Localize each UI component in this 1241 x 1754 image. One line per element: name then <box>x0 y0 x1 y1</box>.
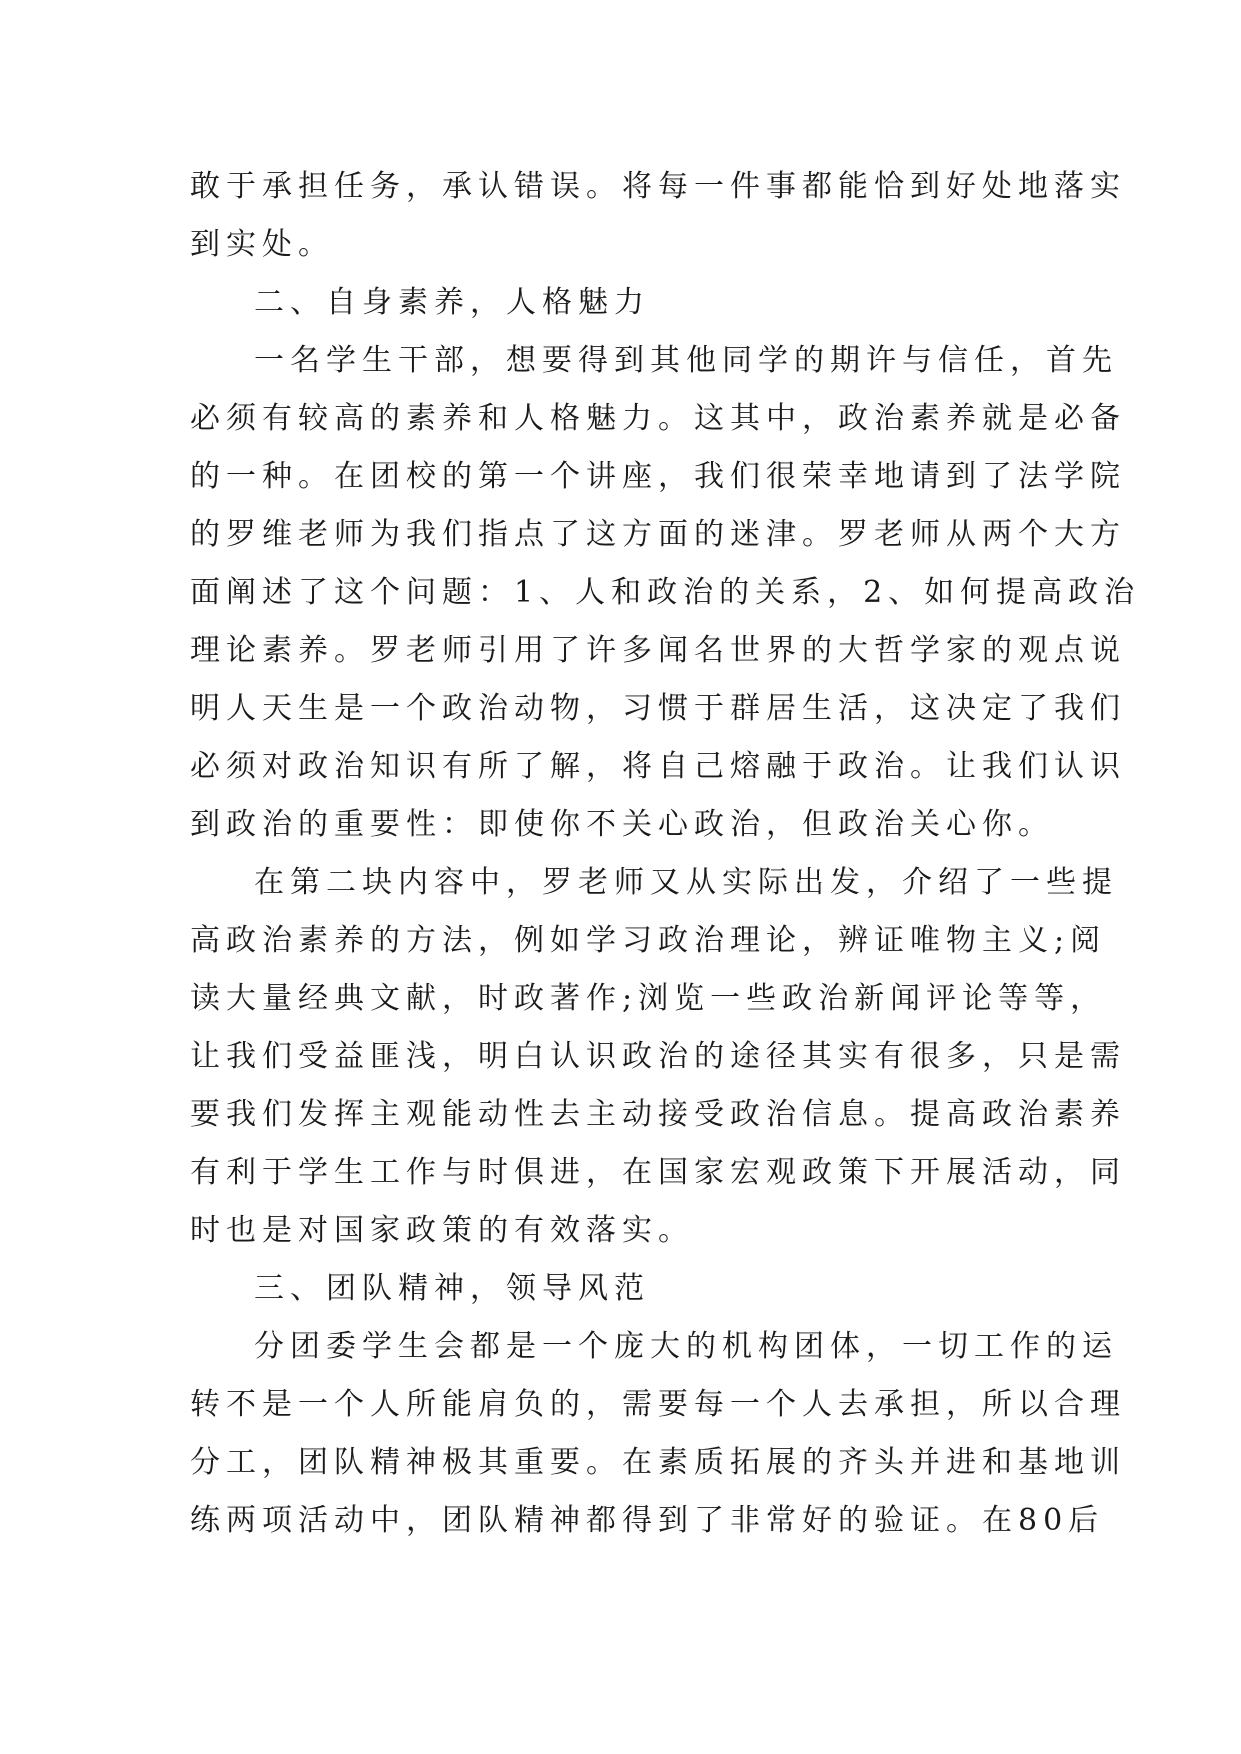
text-line: 让我们受益匪浅，明白认识政治的途径其实有很多，只是需 <box>190 1039 1126 1074</box>
text-line: 读大量经典文献，时政著作;浏览一些政治新闻评论等等， <box>190 981 1107 1016</box>
text-line: 高政治素养的方法，例如学习政治理论，辨证唯物主义;阅 <box>190 923 1107 958</box>
text-line: 练两项活动中，团队精神都得到了非常好的验证。在80后 <box>190 1503 1105 1538</box>
text-line: 时也是对国家政策的有效落实。 <box>190 1213 694 1248</box>
section-heading: 三、团队精神，领导风范 <box>254 1271 650 1306</box>
text-line: 敢于承担任务，承认错误。将每一件事都能恰到好处地落实 <box>190 169 1126 204</box>
text-line: 有利于学生工作与时俱进，在国家宏观政策下开展活动，同 <box>190 1155 1126 1190</box>
text-line: 的一种。在团校的第一个讲座，我们很荣幸地请到了法学院 <box>190 459 1126 494</box>
text-line: 在第二块内容中，罗老师又从实际出发，介绍了一些提 <box>254 865 1118 900</box>
body-text <box>190 158 1141 1550</box>
section-heading: 二、自身素养，人格魅力 <box>254 285 650 320</box>
text-line: 要我们发挥主观能动性去主动接受政治信息。提高政治素养 <box>190 1097 1126 1132</box>
text-line: 转不是一个人所能肩负的，需要每一个人去承担，所以合理 <box>190 1387 1126 1422</box>
text-line: 一名学生干部，想要得到其他同学的期许与信任，首先 <box>254 343 1118 378</box>
text-line: 明人天生是一个政治动物，习惯于群居生活，这决定了我们 <box>190 691 1126 726</box>
text-line: 到政治的重要性：即使你不关心政治，但政治关心你。 <box>190 807 1054 842</box>
text-line: 理论素养。罗老师引用了许多闻名世界的大哲学家的观点说 <box>190 633 1126 668</box>
text-line: 分工，团队精神极其重要。在素质拓展的齐头并进和基地训 <box>190 1445 1126 1480</box>
text-line: 面阐述了这个问题：1、人和政治的关系，2、如何提高政治 <box>190 575 1141 610</box>
text-line: 必须对政治知识有所了解，将自己熔融于政治。让我们认识 <box>190 749 1126 784</box>
text-line: 分团委学生会都是一个庞大的机构团体，一切工作的运 <box>254 1329 1118 1364</box>
text-line: 到实处。 <box>190 227 334 262</box>
text-line: 必须有较高的素养和人格魅力。这其中，政治素养就是必备 <box>190 401 1126 436</box>
text-line: 的罗维老师为我们指点了这方面的迷津。罗老师从两个大方 <box>190 517 1126 552</box>
